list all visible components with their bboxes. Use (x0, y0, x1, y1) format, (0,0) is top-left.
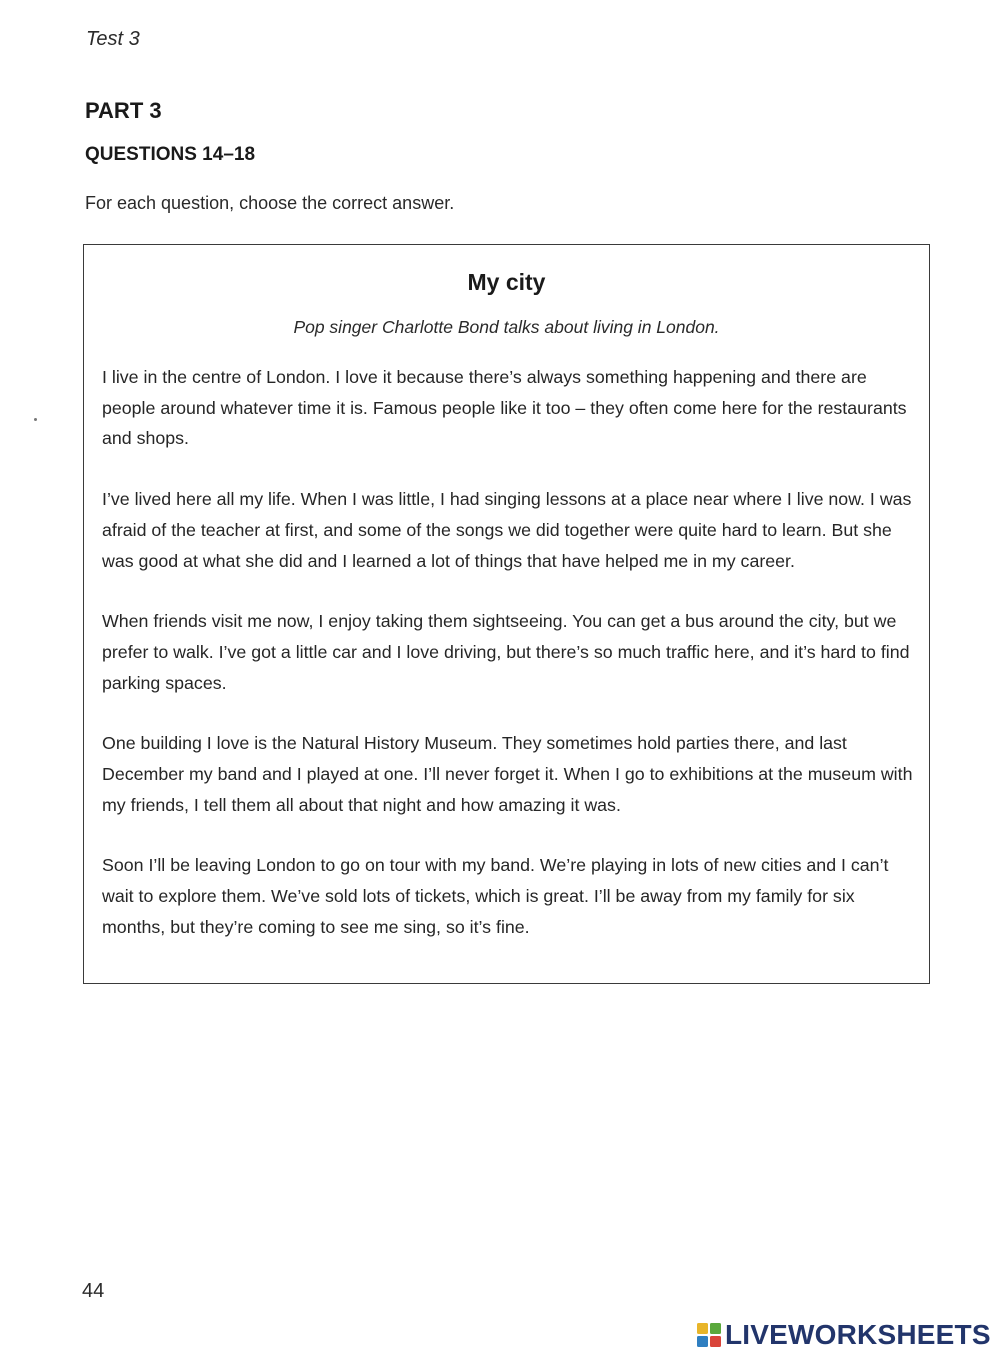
article-paragraph-1: I live in the centre of London. I love it because there’s always something happening and there are people around whatever time it is. Famous people like it too – they often come here for the restaurants and shops. (102, 367, 907, 449)
article-title: My city (467, 269, 546, 295)
logo-tile (710, 1323, 721, 1334)
article-subtitle: Pop singer Charlotte Bond talks about living in London. (293, 317, 720, 337)
article-paragraph-2: I’ve lived here all my life. When I was little, I had singing lessons at a place near where I live now. I was afraid of the teacher at first, and some of the songs we did together were quite hard to learn. But she was good at what she did and I learned a lot of things that have helped me in my career. (102, 489, 912, 571)
logo-tile (697, 1336, 708, 1347)
article-body (102, 362, 917, 973)
article-box (83, 244, 930, 984)
article-paragraph-5: Soon I’ll be leaving London to go on tour with my band. We’re playing in lots of new cities and I can’t wait to explore them. We’ve sold lots of tickets, which is great. I’ll be away from my family for six months, but they’re coming to see me sing, so it’s fine. (102, 855, 889, 937)
liveworksheets-brand[interactable] (697, 1318, 991, 1352)
instruction-text: For each question, choose the correct answer. (85, 193, 455, 213)
test-label: Test 3 (86, 28, 140, 50)
part-title: PART 3 (85, 98, 162, 123)
questions-title: QUESTIONS 14–18 (85, 144, 256, 165)
scan-speck (34, 418, 37, 421)
brand-name: LIVEWORKSHEETS (725, 1319, 991, 1350)
article-paragraph-4: One building I love is the Natural History Museum. They sometimes hold parties there, and last December my band and I played at one. I’ll never forget it. When I go to exhibitions at the museum with my friends, I tell them all about that night and how amazing it was. (102, 733, 913, 815)
page-number: 44 (82, 1280, 105, 1302)
logo-tile (710, 1336, 721, 1347)
article-paragraph-3: When friends visit me now, I enjoy taking them sightseeing. You can get a bus around the city, but we prefer to walk. I’ve got a little car and I love driving, but there’s so much traffic here, and it’s hard to find parking spaces. (102, 611, 910, 693)
liveworksheets-logo-icon (697, 1323, 721, 1347)
logo-tile (697, 1323, 708, 1334)
